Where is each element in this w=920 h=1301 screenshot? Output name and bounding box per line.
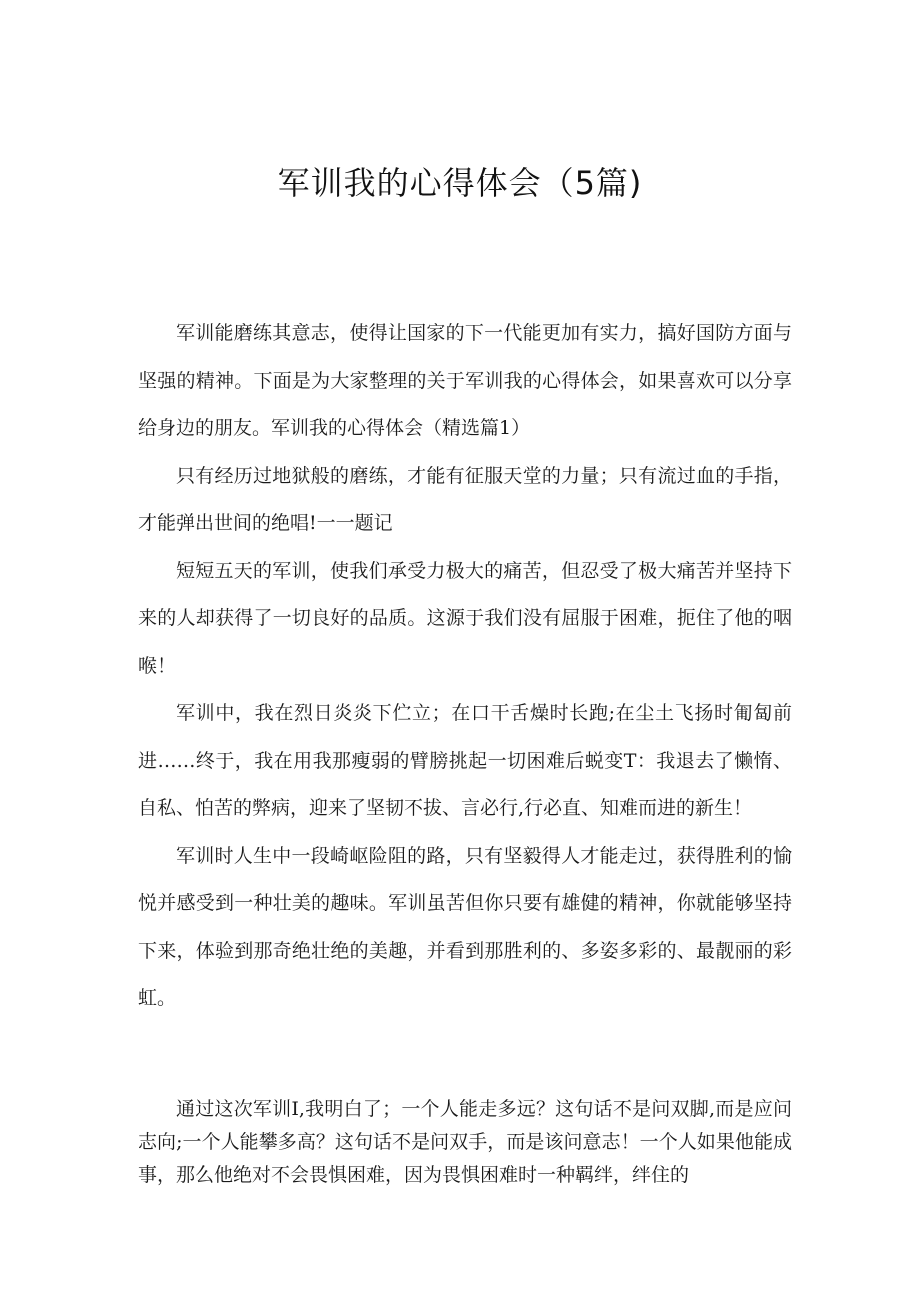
paragraph-road: 军训时人生中一段崎岖险阻的路，只有坚毅得人才能走过，获得胜利的愉悦并感受到一种壮美的趣味。军训虽苦但你只要有雄健的精神，你就能够坚持下来，体验到那奇绝壮绝的美趣，并看到那胜利的、多姿多彩的、最靓丽的彩虹。 — [138, 844, 792, 1009]
paragraph-epigraph: 只有经历过地狱般的磨练，才能有征服天堂的力量；只有流过血的手指，才能弹出世间的绝唱!一一题记 — [138, 464, 792, 534]
paragraph-intro: 军训能磨练其意志，使得让国家的下一代能更加有实力，搞好国防方面与坚强的精神。下面是为大家整理的关于军训我的心得体会，如果喜欢可以分享给身边的朋友。军训我的心得体会（精选篇1） — [138, 322, 792, 439]
document-body-continued — [138, 1093, 792, 1192]
document-title: 军训我的心得体会（5篇) — [277, 164, 643, 202]
paragraph-lesson: 通过这次军训I,我明白了；一个人能走多远？这句话不是问双脚,而是应问志向;一个人能攀多高？这句话不是问双手，而是该问意志！一个人如果他能成事，那么他绝对不会畏惧困难，因为畏惧困难时一种羁绊，绊住的 — [138, 1098, 792, 1186]
paragraph-five-days: 短短五天的军训，使我们承受力极大的痛苦，但忍受了极大痛苦并坚持下来的人却获得了一切良好的品质。这源于我们没有屈服于困难，扼住了他的咽喉！ — [138, 559, 792, 677]
paragraph-training: 军训中，我在烈日炎炎下伫立；在口干舌燥时长跑;在尘土飞扬时匍匐前进……终于，我在用我那瘦弱的臂膀挑起一切困难后蜕变T：我退去了懒惰、自私、怕苦的弊病，迎来了坚韧不拔、言必行,行必直、知难而进的新生！ — [138, 702, 792, 819]
document-body — [138, 310, 792, 1023]
